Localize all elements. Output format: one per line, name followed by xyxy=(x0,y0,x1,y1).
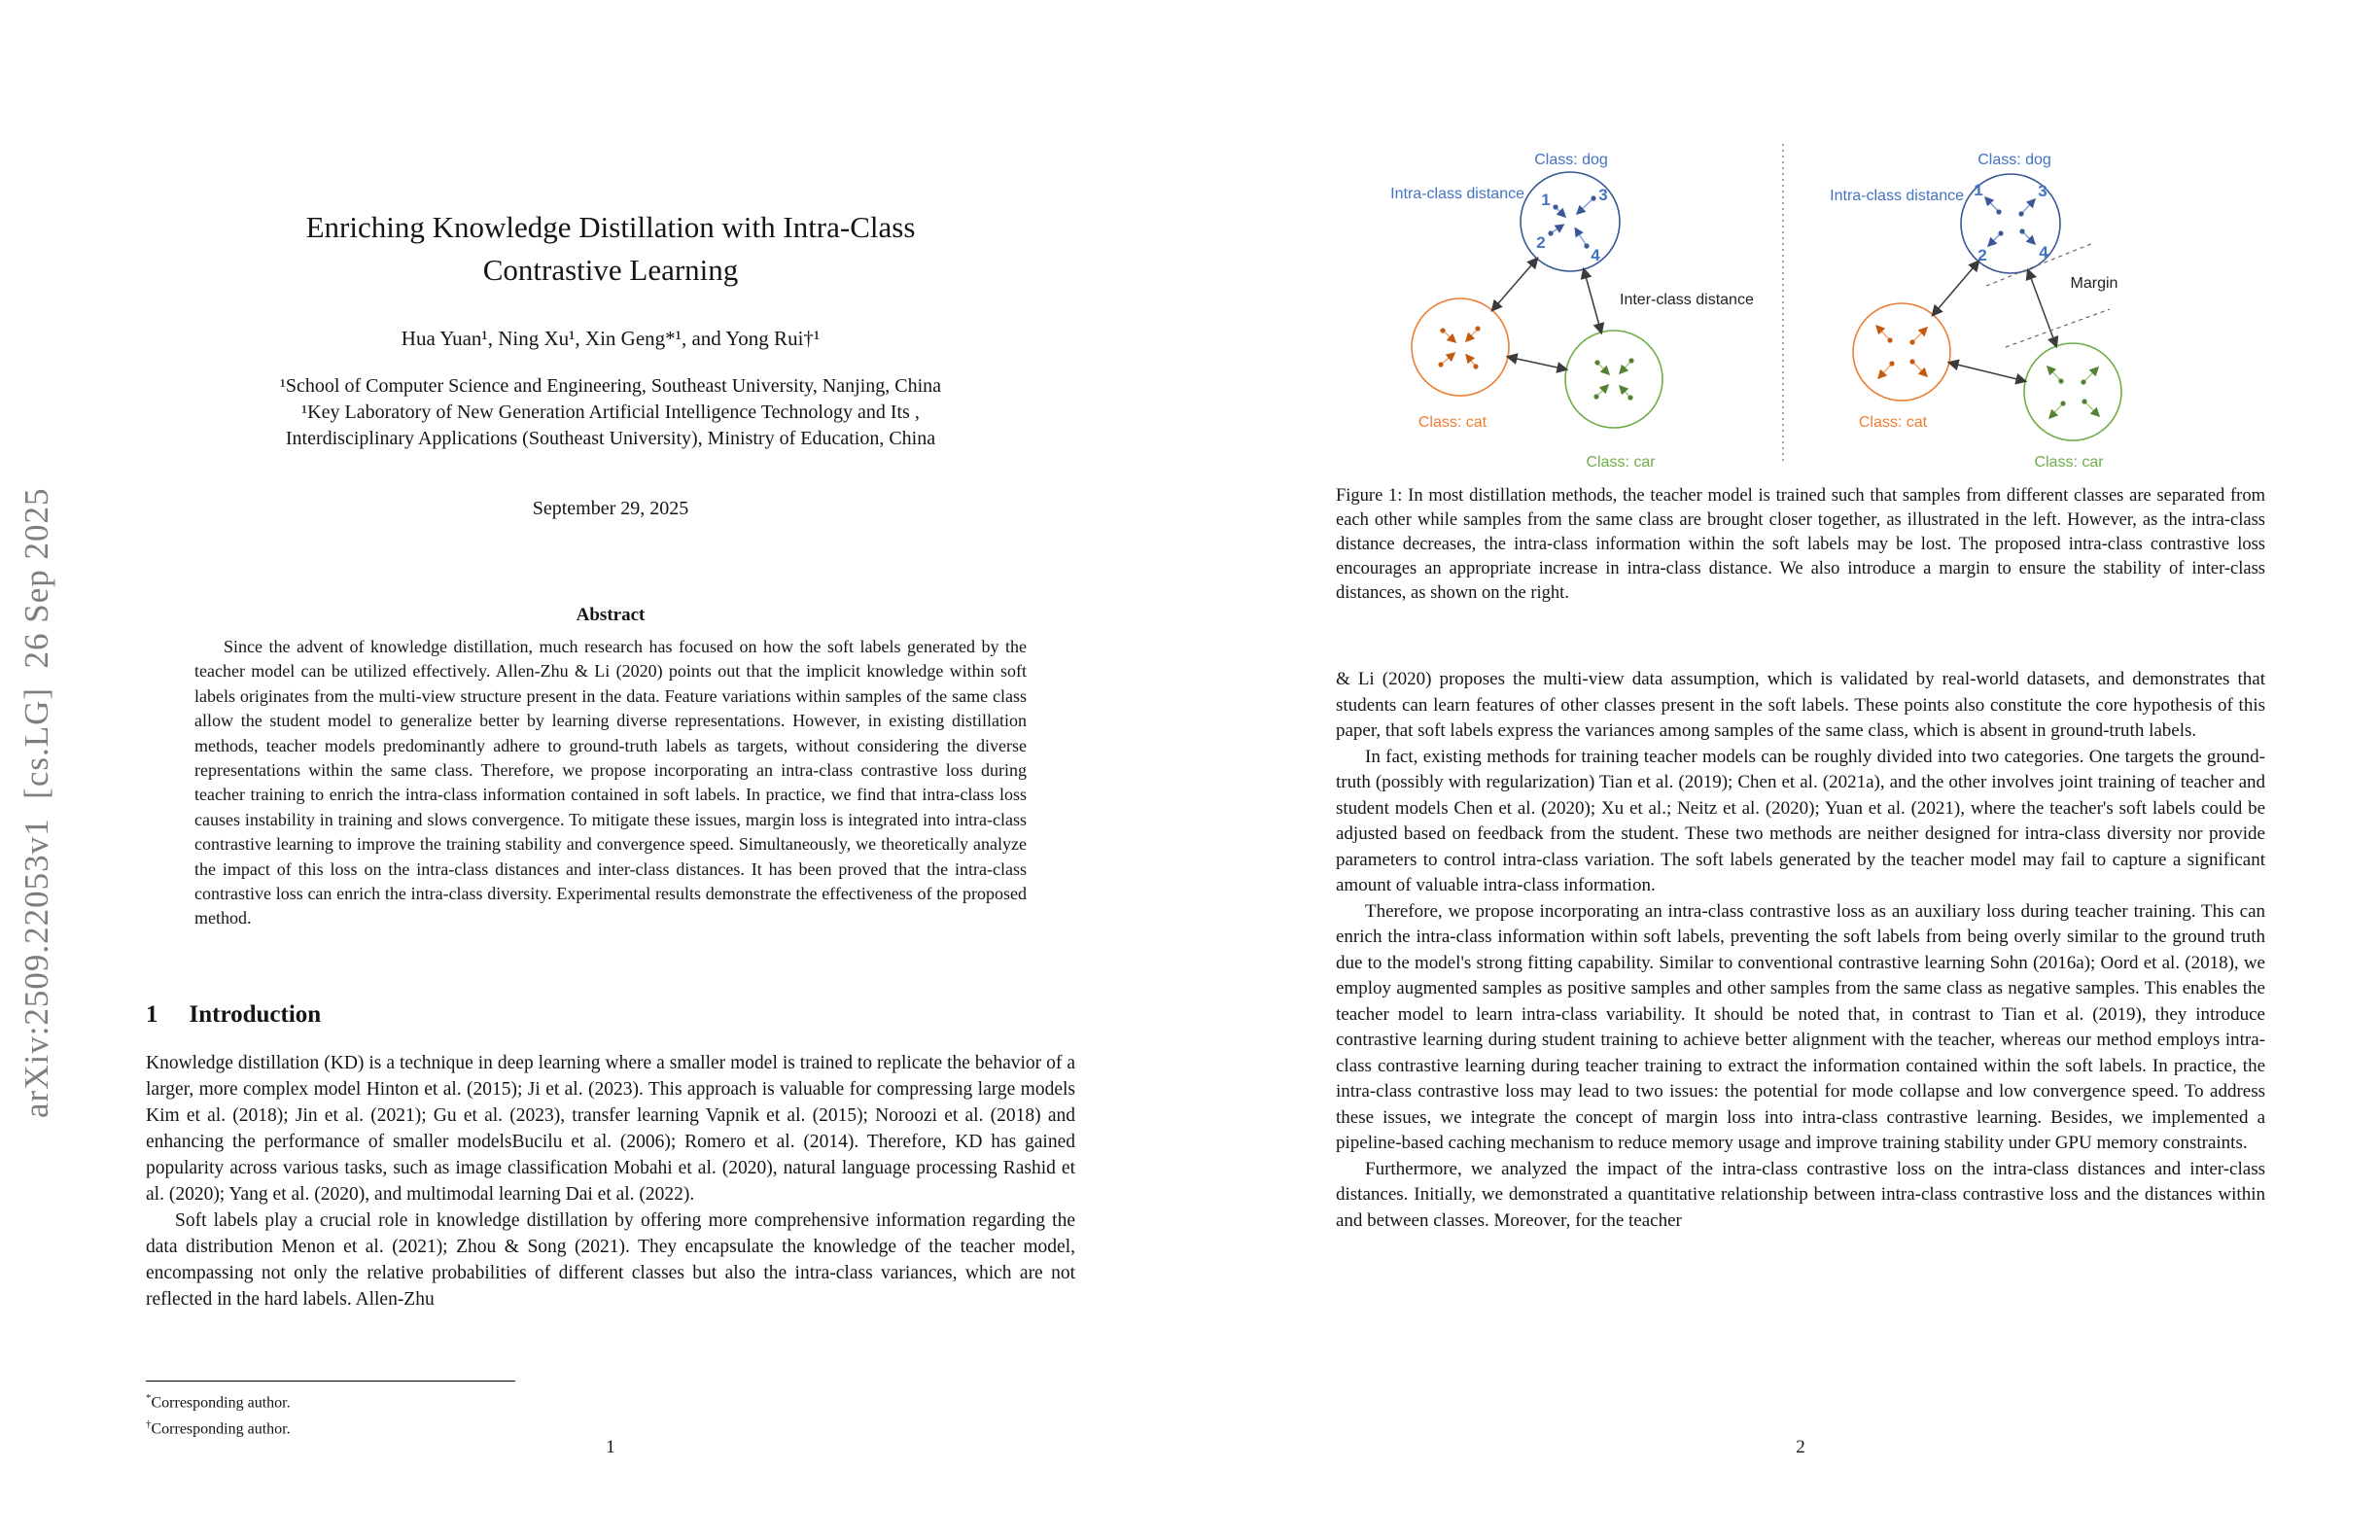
right-inter-class-arrows xyxy=(1933,262,2056,381)
figure-1-diagram xyxy=(1337,134,2265,476)
left-cat-cluster-circle xyxy=(1412,298,1509,396)
section-title: Introduction xyxy=(189,1001,322,1028)
margin-label: Margin xyxy=(2070,275,2118,292)
introduction-text xyxy=(146,1050,1075,1312)
page2-paragraph-4: Furthermore, we analyzed the impact of the intra-class contrastive loss on the intra-class distances and inter-class distances. Initially, we demonstrated a quantitative relationship between intra-class contrastive loss and the distances within and between classes. Moreover, for the teacher xyxy=(1336,1158,2265,1231)
left-inter-class-distance-label: Inter-class distance xyxy=(1620,292,1754,308)
section-heading-introduction xyxy=(146,1001,1075,1029)
right-car-cluster-circle xyxy=(2024,343,2121,440)
page2-paragraph-3: Therefore, we propose incorporating an intra-class contrastive loss as an auxiliary loss during teacher training. This can enrich the intra-class information within soft labels, preventing the soft labels from being overly similar to the ground truth due to the model's strong fitting capability. Similar to conventional contrastive learning Sohn (2016a); Oord et al. (2018), we employ augmented samples as positive samples and other samples from the same class as negative samples. This enables the teacher model to learn intra-class variability. It should be noted that, in contrast to Tian et al. (2019), they introduce contrastive learning during student training to achieve better alignment with the teacher, whereas our method employs intra-class contrastive learning during teacher training to extract the information contained within the soft labels. In practice, the intra-class contrastive loss may lead to two issues: the potential for mode collapse and low convergence speed. To address these issues, we integrate the concept of margin loss into intra-class contrastive learning. Besides, we implemented a pipeline-based caching mechanism to reduce memory usage and improve training stability under GPU memory constraints. xyxy=(1336,900,2265,1153)
figure-1-caption xyxy=(1336,484,2265,606)
affiliation-line-2: ¹Key Laboratory of New Generation Artificial Intelligence Technology and Its , xyxy=(301,402,920,423)
affiliation-line-3: Interdisciplinary Applications (Southeast University), Ministry of Education, China xyxy=(285,428,936,449)
paper-title xyxy=(146,206,1075,292)
left-dog-class-label: Class: dog xyxy=(1534,152,1608,168)
page-number-2: 2 xyxy=(1796,1437,1805,1457)
right-sample-2-label: 2 xyxy=(1978,246,1987,264)
footnote-1-marker: * xyxy=(146,1392,152,1404)
left-car-cluster-arrows xyxy=(1593,358,1633,400)
paper-title-line-1: Enriching Knowledge Distillation with Intra-Class xyxy=(305,210,916,244)
right-car-class-label: Class: car xyxy=(2034,454,2104,471)
page-number-1: 1 xyxy=(606,1437,615,1457)
left-sample-3-label: 3 xyxy=(1598,186,1608,204)
left-sample-4-label: 4 xyxy=(1591,246,1600,264)
abstract-body xyxy=(194,635,1027,931)
abstract-paragraph: Since the advent of knowledge distillation, much research has focused on how the soft labels generated by the teacher model can be utilized effectively. Allen-Zhu & Li (2020) points out that the implicit knowledge within soft labels originates from the multi-view structure present in the data. Feature variations within samples of the same class allow the student model to generalize better by learning diverse representations. However, in existing distillation methods, teacher models predominantly adhere to ground-truth labels as targets, without considering the diverse representations within the same class. Therefore, we propose incorporating an intra-class contrastive loss during teacher training to enrich the intra-class information contained in soft labels. In practice, we find that intra-class loss causes instability in training and slows convergence. To mitigate these issues, margin loss is integrated into intra-class contrastive learning to improve the training stability and convergence speed. Simultaneously, we theoretically analyze the impact of this loss on the intra-class distances and inter-class distances. It has been proved that the intra-class contrastive loss can enrich the intra-class diversity. Experimental results demonstrate the effectiveness of the proposed method. xyxy=(194,637,1027,928)
right-sample-3-label: 3 xyxy=(2038,182,2048,200)
page2-paragraph-1: & Li (2020) proposes the multi-view data assumption, which is validated by real-world datasets, and demonstrates that students can learn features of other classes present in the soft labels. These points also constitute the core hypothesis of this paper, that soft labels express the variances among samples of the same class, which is absent in ground-truth labels. xyxy=(1336,669,2265,741)
figure-left-panel xyxy=(1390,152,1754,471)
right-sample-1-label: 1 xyxy=(1974,181,1983,199)
authors-line: Hua Yuan¹, Ning Xu¹, Xin Geng*¹, and Yong Rui†¹ xyxy=(401,327,821,350)
footnote-2-text: Corresponding author. xyxy=(151,1420,291,1438)
intro-paragraph-2: Soft labels play a crucial role in knowledge distillation by offering more comprehensive information regarding the data distribution Menon et al. (2021); Zhou & Song (2021). They encapsulate the knowledge of the teacher model, encompassing not only the relative probabilities of different classes but also the intra-class variances, which are not reflected in the hard labels. Allen-Zhu xyxy=(146,1210,1075,1310)
footnote-1-text: Corresponding author. xyxy=(151,1394,291,1412)
right-cat-cluster-circle xyxy=(1853,303,1950,401)
left-cat-cluster-arrows xyxy=(1438,326,1480,368)
left-sample-1-label: 1 xyxy=(1541,191,1551,209)
right-dog-cluster-arrows xyxy=(1986,198,2034,245)
left-sample-2-label: 2 xyxy=(1536,233,1546,252)
right-cat-cluster-arrows xyxy=(1877,327,1926,377)
figure-1 xyxy=(1337,134,2265,476)
footnote-2-marker: † xyxy=(146,1418,152,1431)
page-2-body-text xyxy=(1336,667,2265,1234)
footnote-1 xyxy=(146,1387,1075,1414)
right-cat-class-label: Class: cat xyxy=(1858,414,1928,431)
right-intra-class-distance-label: Intra-class distance xyxy=(1830,188,1964,204)
figure-right-panel xyxy=(1830,152,2121,471)
page2-paragraph-2: In fact, existing methods for training teacher models can be roughly divided into two categories. One targets the ground-truth (possibly with regularization) Tian et al. (2019); Chen et al. (2021a), and the other involves joint training of teacher and student models Chen et al. (2020); Xu et al.; Neitz et al. (2020); Yuan et al. (2021), where the teacher's soft labels could be adjusted based on feedback from the student. These two methods are neither designed for intra-class diversity nor provide parameters to control intra-class variation. The soft labels generated by the teacher model may fail to capture a significant amount of valuable intra-class information. xyxy=(1336,746,2265,895)
paper-date: September 29, 2025 xyxy=(532,498,689,519)
abstract-heading: Abstract xyxy=(576,605,646,625)
paper-title-line-2: Contrastive Learning xyxy=(482,253,739,287)
right-dog-class-label: Class: dog xyxy=(1978,152,2051,168)
arxiv-watermark: arXiv:2509.22053v1 [cs.LG] 26 Sep 2025 xyxy=(18,487,55,1118)
left-dog-cluster-arrows xyxy=(1548,195,1595,248)
figure-1-caption-text: Figure 1: In most distillation methods, the teacher model is trained such that samples from different classes are separated from each other while samples from the same class are brought closer together, as illustrated in the left. However, as the intra-class distance decreases, the intra-class information within the soft labels may be lost. The proposed intra-class contrastive loss encourages an appropriate increase in intra-class distance. We also introduce a margin to ensure the stability of inter-class distances, as shown on the right. xyxy=(1336,486,2265,603)
right-sample-4-label: 4 xyxy=(2039,243,2048,262)
left-car-cluster-circle xyxy=(1565,331,1662,428)
section-number: 1 xyxy=(146,1001,158,1028)
affiliations xyxy=(146,373,1075,452)
left-cat-class-label: Class: cat xyxy=(1418,414,1488,431)
page-2 xyxy=(1190,0,2380,1540)
left-car-class-label: Class: car xyxy=(1586,454,1656,471)
footnote-block xyxy=(146,1381,1075,1441)
footnote-rule xyxy=(146,1381,515,1382)
left-intra-class-distance-label: Intra-class distance xyxy=(1390,186,1524,202)
intro-paragraph-1: Knowledge distillation (KD) is a technique in deep learning where a smaller model is trained to replicate the behavior of a larger, more complex model Hinton et al. (2015); Ji et al. (2023). This approach is valuable for compressing large models Kim et al. (2018); Jin et al. (2021); Gu et al. (2023), transfer learning Vapnik et al. (2015); Noroozi et al. (2018) and enhancing the performance of smaller modelsBucilu et al. (2006); Romero et al. (2014). Therefore, KD has gained popularity across various tasks, such as image classification Mobahi et al. (2020), natural language processing Rashid et al. (2020); Yang et al. (2020), and multimodal learning Dai et al. (2022). xyxy=(146,1053,1075,1205)
affiliation-line-1: ¹School of Computer Science and Engineering, Southeast University, Nanjing, China xyxy=(279,375,942,397)
right-car-cluster-arrows xyxy=(2048,368,2098,417)
